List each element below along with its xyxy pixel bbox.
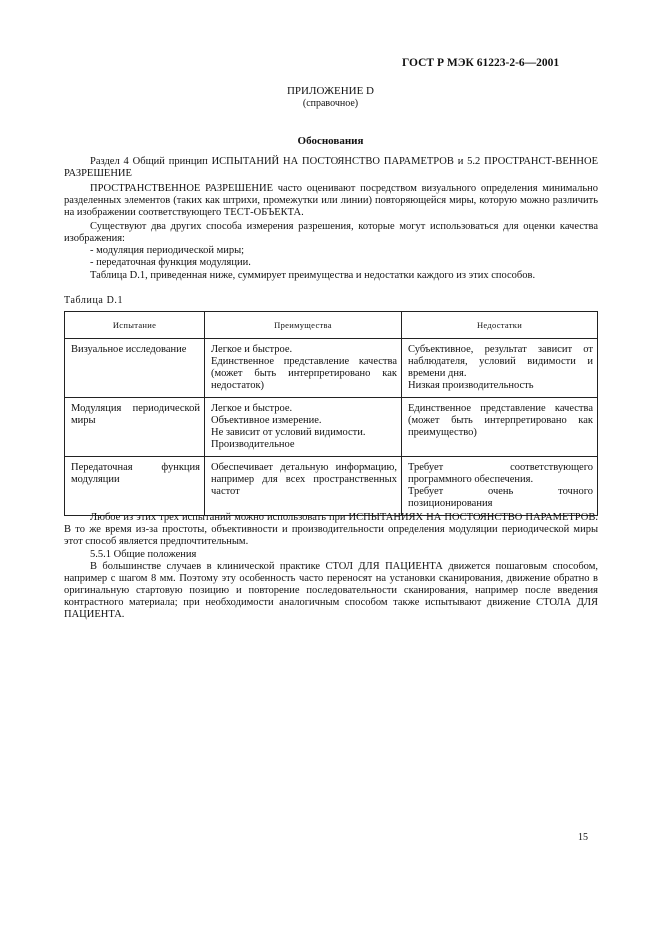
subsection-heading: 5.5.1 Общие положения — [90, 549, 197, 560]
cell-text: Визуальное исследование — [71, 344, 187, 355]
header-test: Испытание — [65, 312, 205, 339]
cell-text: Субъективное, результат зависит от наблюдателя, условий видимости и времени дня. — [408, 344, 593, 379]
table-header-row — [65, 312, 598, 339]
cell-test — [65, 398, 205, 457]
intro-paragraph-1: Раздел 4 Общий принцип ИСПЫТАНИЙ НА ПОСТОЯНСТВО ПАРАМЕТРОВ и 5.2 ПРОСТРАНСТ-ВЕННОЕ РАЗРЕШЕНИЕ — [64, 156, 598, 179]
table-row — [65, 457, 598, 516]
cell-advantages — [205, 398, 402, 457]
cell-advantages — [205, 339, 402, 398]
page-number: 15 — [578, 832, 588, 843]
cell-disadvantages — [402, 339, 598, 398]
cell-text: Требует соответствующего программного обеспечения. — [408, 462, 593, 485]
table-row — [65, 398, 598, 457]
conclusion-paragraph: Любое из этих трех испытаний можно использовать при ИСПЫТАНИЯХ НА ПОСТОЯНСТВО ПАРАМЕТРОВ. В то же время из-за простоты, объективности и производительности определения модуляции периодической миры этот способ является предпочтительным. — [64, 512, 598, 547]
comparison-table — [64, 311, 598, 516]
cell-text: Не зависит от условий видимости. — [211, 427, 366, 438]
cell-text: Объективное измерение. — [211, 415, 322, 426]
cell-disadvantages — [402, 398, 598, 457]
subsection-paragraph: В большинстве случаев в клинической практике СТОЛ ДЛЯ ПАЦИЕНТА движется пошаговым способом, например с шагом 8 мм. Поэтому эту особенность часто переносят на установки сканирования, движение обратно в оригинальную стартовую позицию и повторение последовательности сканирования, например после введения контрастного материала; при необходимости аналогичным способом также испытывают движение СТОЛА ДЛЯ ПАЦИЕНТА. — [64, 561, 598, 620]
cell-text: Легкое и быстрое. — [211, 344, 293, 355]
table-row — [65, 339, 598, 398]
cell-text: Требует очень точного позиционирования — [408, 486, 593, 509]
cell-text: Обеспечивает детальную информацию, например для всех пространственных частот — [211, 462, 397, 497]
intro-paragraph-3: Существуют два других способа измерения разрешения, которые могут использоваться для оценки качества изображения: — [64, 221, 598, 244]
cell-disadvantages — [402, 457, 598, 516]
cell-test — [65, 339, 205, 398]
header-disadvantages: Недостатки — [402, 312, 598, 339]
cell-text: Модуляция периодической миры — [71, 403, 200, 426]
cell-advantages — [205, 457, 402, 516]
cell-text: Легкое и быстрое. — [211, 403, 293, 414]
cell-test — [65, 457, 205, 516]
cell-text: Единственное представление качества (может быть интерпретировано как преимущество) — [408, 403, 593, 438]
intro-paragraph-4: Таблица D.1, приведенная ниже, суммирует преимущества и недостатки каждого из этих способов. — [90, 270, 536, 281]
document-header: ГОСТ Р МЭК 61223-2-6—2001 — [402, 57, 560, 69]
cell-text: Низкая производительность — [408, 380, 534, 391]
table-caption: Таблица D.1 — [64, 295, 124, 306]
cell-text: Передаточная функция модуляции — [71, 462, 200, 485]
intro-paragraph-2: ПРОСТРАНСТВЕННОЕ РАЗРЕШЕНИЕ часто оценивают посредством визуального определения минимально разделенных элементов (таких как штрихи, промежутки или линии) повторяющейся миры, которую можно различить на изображении соответствующего ТЕСТ-ОБЪЕКТА. — [64, 183, 598, 218]
cell-text: Единственное представление качества (может быть интерпретировано как недостаток) — [211, 356, 397, 391]
appendix-subtitle: (справочное) — [302, 98, 359, 109]
appendix-title: ПРИЛОЖЕНИЕ D — [286, 85, 374, 97]
intro-list-item: - передаточная функция модуляции. — [90, 257, 251, 268]
intro-list-item: - модуляция периодической миры; — [90, 245, 245, 256]
header-advantages: Преимущества — [205, 312, 402, 339]
cell-text: Производительное — [211, 439, 295, 450]
section-title: Обоснования — [297, 135, 364, 147]
